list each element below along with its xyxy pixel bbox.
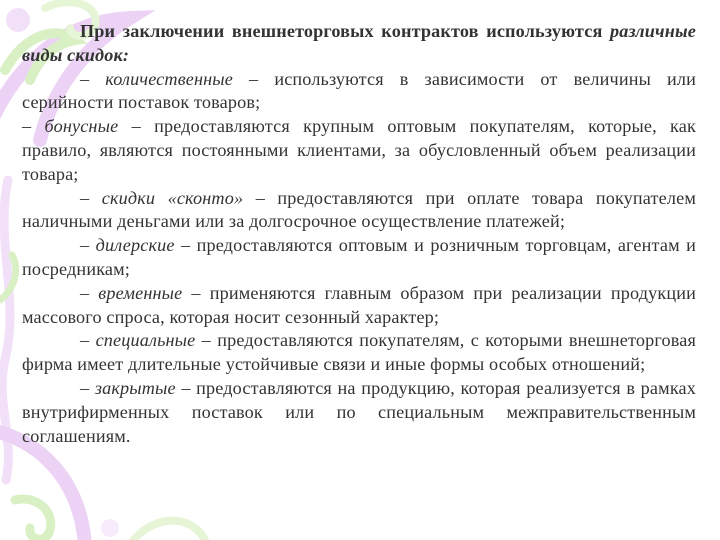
item-dash: – bbox=[80, 377, 95, 398]
discount-item-bonus bbox=[22, 115, 696, 186]
swirl-bottom-left-inner bbox=[15, 499, 51, 539]
swirl-bottom-curl bbox=[130, 521, 205, 540]
item-term: бонусные bbox=[44, 116, 119, 137]
item-term: дилерские bbox=[95, 235, 175, 256]
item-dash: – bbox=[80, 282, 99, 303]
item-text: – предоставляются оптовым и розничным торговцам, агентам и посредникам; bbox=[22, 235, 696, 279]
discount-item-quantity bbox=[22, 68, 696, 116]
item-text: – используются в зависимости от величины или серийности поставок товаров; bbox=[22, 68, 696, 113]
item-text: – предоставляются крупным оптовым покупателям, которые, как правило, являются постоянными клиентами, за обусловленный объем реализации товара; bbox=[22, 116, 696, 184]
intro-lead: При заключении внешнеторговых контрактов используются bbox=[80, 21, 603, 41]
item-dash: – bbox=[80, 330, 96, 351]
item-text: – предоставляются покупателям, с которыми внешнеторговая фирма имеет длительные устойчивые связи и иные формы особых отношений; bbox=[22, 330, 696, 375]
item-text: – предоставляются при оплате товара покупателем наличными деньгами или за долгосрочное осуществление платежей; bbox=[22, 187, 696, 232]
item-term: закрытые bbox=[94, 377, 176, 398]
intro-lead-italic: различные виды скидок: bbox=[22, 21, 696, 65]
discount-item-closed bbox=[22, 377, 696, 448]
item-text: – предоставляются на продукцию, которая реализуется в рамках внутрифирменных поставок или по специальным межправительственным соглашениям. bbox=[22, 377, 696, 446]
swirl-bottom-left-dot bbox=[101, 519, 119, 537]
discount-item-special bbox=[22, 329, 696, 377]
item-text: – применяются главным образом при реализации продукции массового спроса, которая носит сезонный характер; bbox=[22, 282, 696, 327]
item-dash: – bbox=[22, 116, 45, 137]
intro-paragraph bbox=[22, 20, 696, 68]
discount-item-temporary bbox=[22, 282, 696, 330]
item-dash: – bbox=[80, 187, 102, 208]
document-body bbox=[22, 20, 696, 448]
item-dash: – bbox=[80, 68, 106, 89]
item-term: количественные bbox=[105, 68, 233, 89]
discount-item-dealer bbox=[22, 234, 696, 282]
item-term: специальные bbox=[95, 330, 196, 351]
discount-item-skonto bbox=[22, 187, 696, 235]
item-term: временные bbox=[98, 282, 183, 303]
item-term: скидки «сконто» bbox=[101, 187, 244, 208]
item-dash: – bbox=[80, 235, 96, 256]
